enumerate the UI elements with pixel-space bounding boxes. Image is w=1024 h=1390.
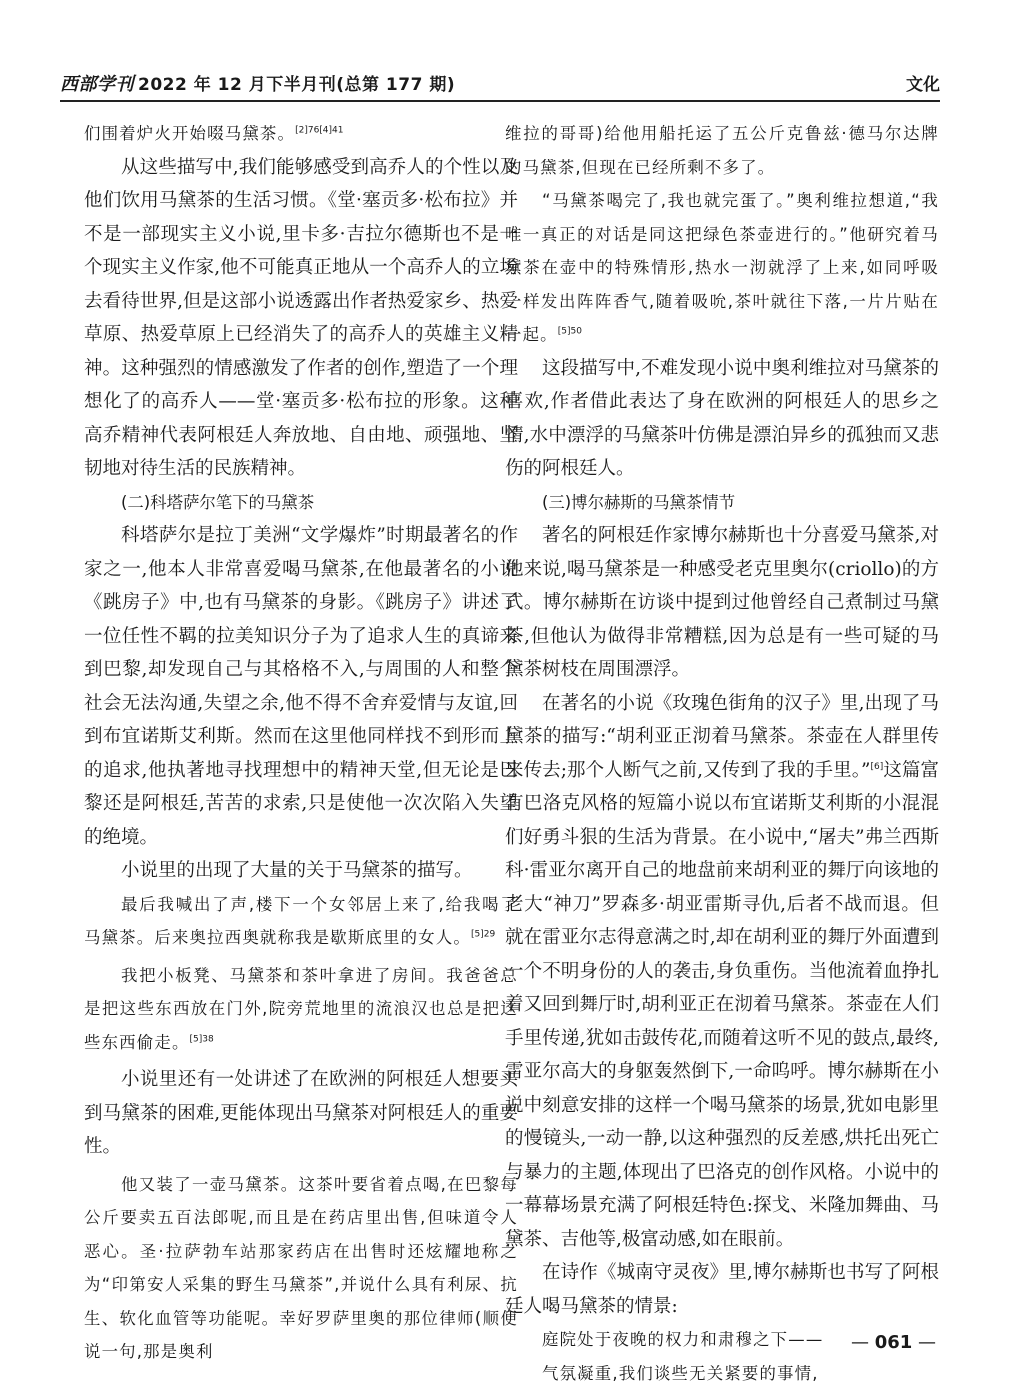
poem-line: 庭院处于夜晚的权力和肃穆之下—— — [505, 1323, 939, 1357]
paragraph: 小说里的出现了大量的关于马黛茶的描写。 — [84, 854, 518, 888]
paragraph: 著名的阿根廷作家博尔赫斯也十分喜爱马黛茶,对他来说,喝马黛茶是一种感受老克里奥尔(criollo)的方式。博尔赫斯在访谈中提到过他曾经自己煮制过马黛茶,但他认为做得非常糟糕,因为总是有一些可疑的马黛茶树枝在周围漂浮。 — [505, 519, 939, 687]
paragraph: 小说里还有一处讲述了在欧洲的阿根廷人想要买到马黛茶的困难,更能体现出马黛茶对阿根廷人的重要性。 — [84, 1063, 518, 1164]
paragraph: 科塔萨尔是拉丁美洲“文学爆炸”时期最著名的作家之一,他本人非常喜爱喝马黛茶,在他最著名的小说《跳房子》中,也有马黛茶的身影。《跳房子》讲述了一位任性不羁的拉美知识分子为了追求人生的真谛来到巴黎,却发现自己与其格格不入,与周围的人和整个社会无法沟通,失望之余,他不得不舍弃爱情与友谊,回到布宜诺斯艾利斯。然而在这里他同样找不到形而上的追求,他执著地寻找理想中的精神天堂,但无论是巴黎还是阿根廷,苦苦的求索,只是使他一次次陷入失望的绝境。 — [84, 519, 518, 854]
left-column — [84, 117, 518, 1369]
paragraph: 这段描写中,不难发现小说中奥利维拉对马黛茶的喜欢,作者借此表达了身在欧洲的阿根廷人的思乡之情,水中漂浮的马黛茶叶仿佛是漂泊异乡的孤独而又悲伤的阿根廷人。 — [505, 352, 939, 486]
paragraph-text: 这篇富有巴洛克风格的短篇小说以布宜诺斯艾利斯的小混混们好勇斗狠的生活为背景。在小说中,“屠夫”弗兰西斯科·雷亚尔离开自己的地盘前来胡利亚的舞厅向该地的老大“神刀”罗森多·胡亚雷斯寻仇,后者不战而退。但就在雷亚尔志得意满之时,却在胡利亚的舞厅外面遭到一个不明身份的人的袭击,身负重伤。当他流着血挣扎着又回到舞厅时,胡利亚正在沏着马黛茶。茶壶在人们手里传递,犹如击鼓传花,而随着这听不见的鼓点,最终,雷亚尔高大的身躯轰然倒下,一命呜呼。博尔赫斯在小说中刻意安排的这样一个喝马黛茶的场景,犹如电影里的慢镜头,一动一静,以这种强烈的反差感,烘托出死亡与暴力的主题,体现出了巴洛克的创作风格。小说中的一幕幕场景充满了阿根廷特色:探戈、米隆加舞曲、马黛茶、吉他等,极富动感,如在眼前。 — [505, 760, 939, 1250]
citation: [6] — [871, 761, 884, 771]
subheading: (三)博尔赫斯的马黛茶情节 — [505, 486, 939, 520]
paragraph: 从这些描写中,我们能够感受到高乔人的个性以及他们饮用马黛茶的生活习惯。《堂·塞贡多·松布拉》并不是一部现实主义小说,里卡多·吉拉尔德斯也不是一个现实主义作家,他不可能真正地从一个高乔人的立场去看待世界,但是这部小说透露出作者热爱家乡、热爱草原、热爱草原上已经消失了的高乔人的英雄主义精神。这种强烈的情感激发了作者的创作,塑造了一个理想化了的高乔人——堂·塞贡多·松布拉的形象。这种高乔精神代表阿根廷人奔放地、自由地、顽强地、坚韧地对待生活的民族精神。 — [84, 151, 518, 486]
quotation: 他又装了一壶马黛茶。这茶叶要省着点喝,在巴黎每公斤要卖五百法郎呢,而且是在药店里出售,但味道令人恶心。圣·拉萨勃车站那家药店在出售时还炫耀地称之为“印第安人采集的野生马黛茶”,并说什么具有利尿、抗生、软化血管等功能呢。幸好罗萨里奥的那位律师(顺便说一句,那是奥利 — [84, 1168, 518, 1369]
quotation-continued: 维拉的哥哥)给他用船托运了五公斤克鲁兹·德马尔达牌的马黛茶,但现在已经所剩不多了。 — [505, 117, 939, 184]
quotation — [505, 184, 939, 352]
page-number-value: 061 — [875, 1332, 913, 1353]
quotation-text: “马黛茶喝完了,我也就完蛋了。”奥利维拉想道,“我唯一真正的对话是同这把绿色茶壶进行的。”他研究着马黛茶在壶中的特殊情形,热水一沏就浮了上来,如同呼吸一样发出阵阵香气,随着吸吮,茶叶就往下落,一片片贴在一起。 — [505, 191, 939, 344]
journal-title — [60, 70, 455, 96]
subheading: (二)科塔萨尔笔下的马黛茶 — [84, 486, 518, 520]
poem-line: 气氛凝重,我们谈些无关紧要的事情, — [505, 1357, 939, 1390]
paragraph-text: 在著名的小说《玫瑰色街角的汉子》里,出现了马黛茶的描写:“胡利亚正沏着马黛茶。茶壶在人群里传来传去;那个人断气之前,又传到了我的手里。” — [505, 693, 939, 781]
quotation — [84, 959, 518, 1060]
page-header — [60, 70, 940, 102]
page-number: — 061 — — [851, 1332, 936, 1353]
quotation-text: 最后我喊出了声,楼下一个女邻居上来了,给我喝了马黛茶。后来奥拉西奥就称我是歇斯底里的女人。 — [84, 895, 518, 948]
citation: [5]50 — [558, 327, 582, 337]
issue-info: 2022 年 12 月下半月刊(总第 177 期) — [138, 75, 455, 95]
right-column — [505, 117, 939, 1390]
section-label: 文化 — [906, 70, 940, 95]
paragraph-text: 们围着炉火开始啜马黛茶。 — [84, 124, 295, 143]
journal-logo: 西部学刊 — [60, 74, 134, 95]
citation: [5]38 — [190, 1034, 214, 1044]
citation: [2]76[4]41 — [295, 126, 343, 136]
paragraph: 在诗作《城南守灵夜》里,博尔赫斯也书写了阿根廷人喝马黛茶的情景: — [505, 1256, 939, 1323]
quotation-text: 我把小板凳、马黛茶和茶叶拿进了房间。我爸爸总是把这些东西放在门外,院旁荒地里的流浪汉也总是把这些东西偷走。 — [84, 966, 518, 1052]
citation: [5]29 — [471, 930, 495, 940]
paragraph — [84, 117, 518, 151]
quotation — [84, 888, 518, 955]
paragraph — [505, 687, 939, 1257]
